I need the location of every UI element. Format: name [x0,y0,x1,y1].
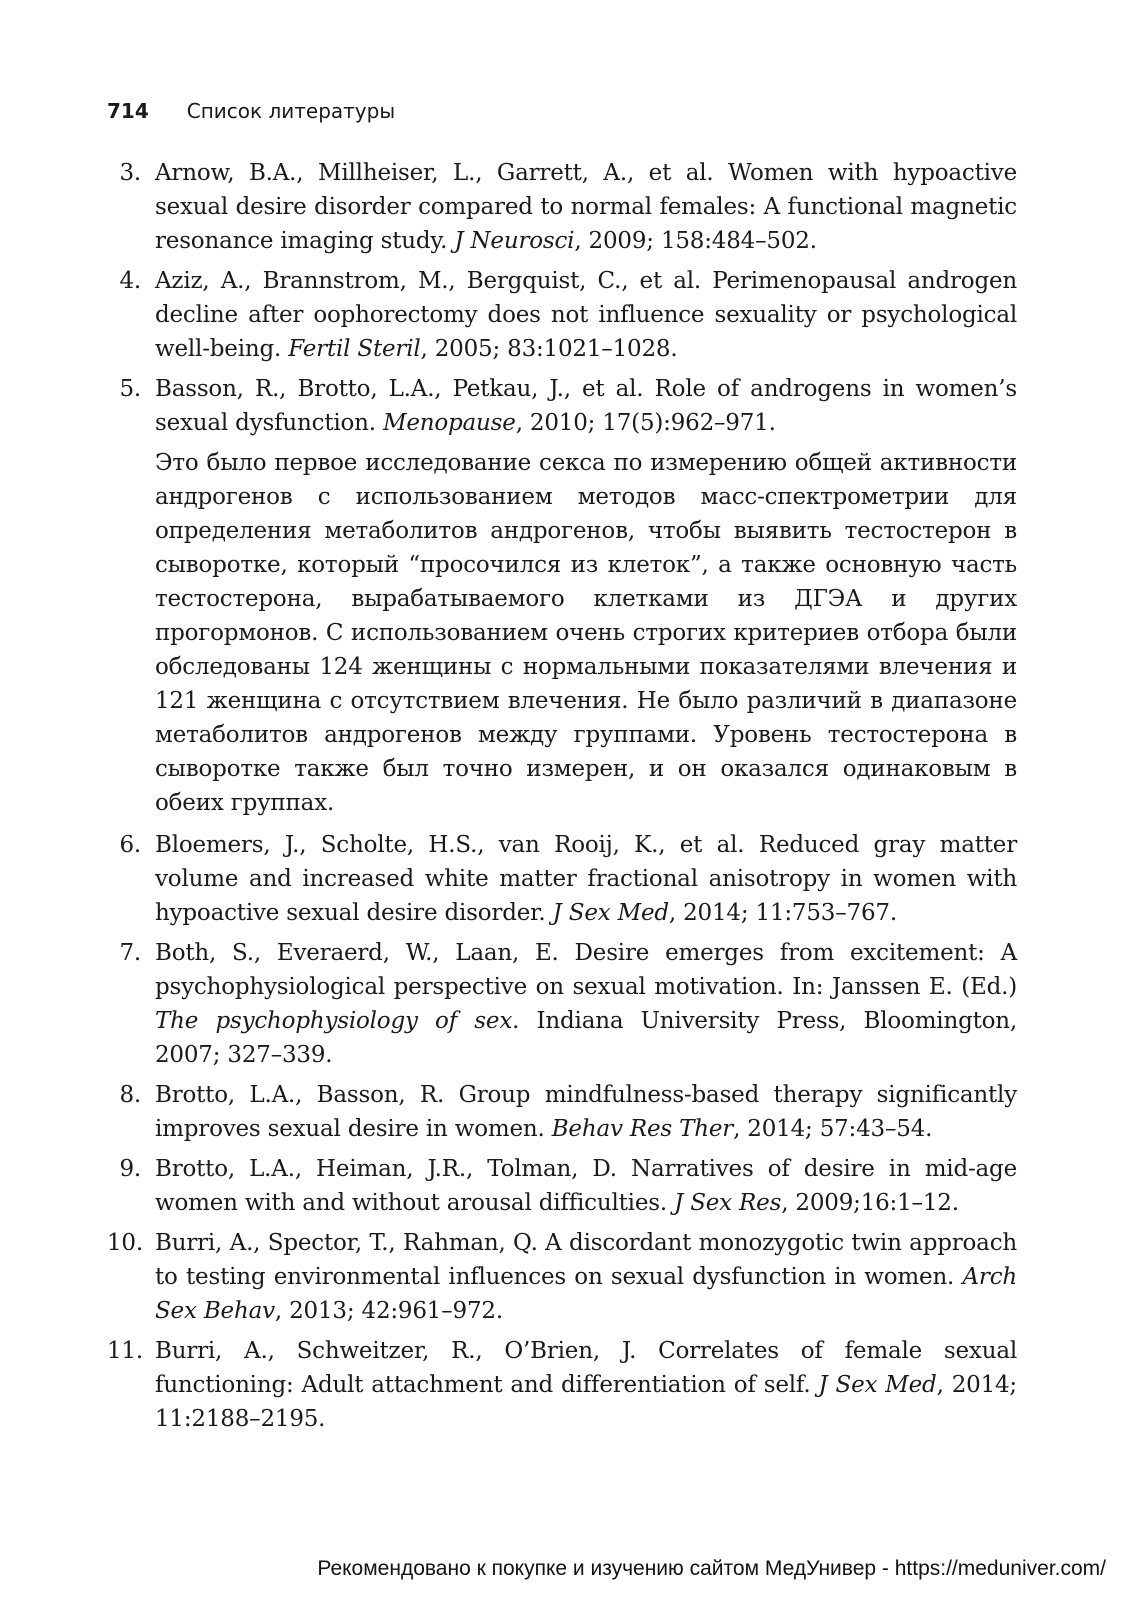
reference-number: 4. [119,268,141,294]
reference-text: Arnow, B.A., Millheiser, L., Garrett, A., et al. Women with hypoactive sexual desire disorder compared to normal females: A functional magnetic resonance imaging study. [155,160,1017,254]
reference-number: 10. [107,1230,143,1256]
reference-item [107,828,1017,930]
reference-item [107,936,1017,1072]
reference-number: 3. [119,160,141,186]
reference-details: , 2013; 42:961–972. [274,1298,503,1324]
reference-number: 8. [119,1082,141,1108]
reference-text: Brotto, L.A., Heiman, J.R., Tolman, D. Narratives of desire in mid-age women with and without arousal difficulties. [155,1156,1017,1216]
reference-item [107,1334,1017,1436]
reference-details: , 2014; 11:753–767. [668,900,897,926]
page-number: 714 [107,99,149,123]
reference-details: , 2005; 83:1021–1028. [420,336,678,362]
reference-list [107,156,1017,1442]
reference-text: Burri, A., Spector, T., Rahman, Q. A discordant monozygotic twin approach to testing environmental influences on sexual dysfunction in women. [155,1230,1017,1290]
reference-item [107,372,1017,440]
reference-item [107,264,1017,366]
journal-name: Behav Res Ther [551,1116,734,1142]
reference-text: Basson, R., Brotto, L.A., Petkau, J., et al. Role of androgens in women’s sexual dysfunction. [155,376,1017,436]
reference-item [107,156,1017,258]
reference-details: , 2009; 158:484–502. [574,228,817,254]
reference-annotation: Это было первое исследование секса по измерению общей активности андрогенов с использованием методов масс-спектрометрии для определения метаболитов андрогенов, чтобы выявить тестостерон в сыворотке, который “просочился из клеток”, а также основную часть тестостерона, вырабатываемого клетками из ДГЭА и других прогормонов. С использованием очень строгих критериев отбора были обследованы 124 женщины с нормальными показателями влечения и 121 женщина с отсутствием влечения. Не было различий в диапазоне метаболитов андрогенов между группами. Уровень тестостерона в сыворотке также был точно измерен, и он оказался одинаковым в обеих группах. [155,450,1017,816]
reference-details: , 2009;16:1–12. [781,1190,959,1216]
journal-name: J Sex Med [818,1372,937,1398]
reference-text: Both, S., Everaerd, W., Laan, E. Desire emerges from excitement: A psychophysiological perspective on sexual motivation. In: Janssen E. (Ed.) [155,940,1017,1000]
page-header [107,99,395,123]
reference-number: 6. [119,832,141,858]
journal-name: Menopause [383,410,516,436]
reference-text: Aziz, A., Brannstrom, M., Bergquist, C., et al. Perimenopausal androgen decline after oophorectomy does not influence sexuality or psychological well-being. [155,268,1017,362]
reference-details: , 2010; 17(5):962–971. [515,410,776,436]
journal-name: The psychophysiology of sex [155,1008,513,1034]
reference-details: . Indiana University Press, Bloomington, 2007; 327–339. [155,1008,1018,1068]
journal-name: J Sex Med [552,900,669,926]
reference-details: , 2014; 11:2188–2195. [155,1372,1017,1432]
reference-number: 5. [119,376,141,402]
reference-item [107,1226,1017,1328]
page-title: Список литературы [186,99,396,123]
journal-name: J Sex Res [674,1190,782,1216]
reference-number: 9. [119,1156,141,1182]
reference-number: 7. [119,940,141,966]
reference-details: , 2014; 57:43–54. [733,1116,933,1142]
journal-name: Arch Sex Behav [155,1264,1017,1324]
reference-number: 11. [107,1338,143,1364]
journal-name: Fertil Steril [288,336,421,362]
footer-watermark: Рекомендовано к покупке и изучению сайтом МедУнивер - https://meduniver.com/ [317,1557,1106,1580]
reference-item [107,1152,1017,1220]
reference-text: Burri, A., Schweitzer, R., O’Brien, J. Correlates of female sexual functioning: Adult attachment and differentiation of self. [155,1338,1017,1398]
reference-item [107,1078,1017,1146]
reference-text: Bloemers, J., Scholte, H.S., van Rooij, K., et al. Reduced gray matter volume and increased white matter fractional anisotropy in women with hypoactive sexual desire disorder. [155,832,1017,926]
journal-name: J Neurosci [454,228,575,254]
reference-text: Brotto, L.A., Basson, R. Group mindfulness-based therapy significantly improves sexual desire in women. [155,1082,1017,1142]
